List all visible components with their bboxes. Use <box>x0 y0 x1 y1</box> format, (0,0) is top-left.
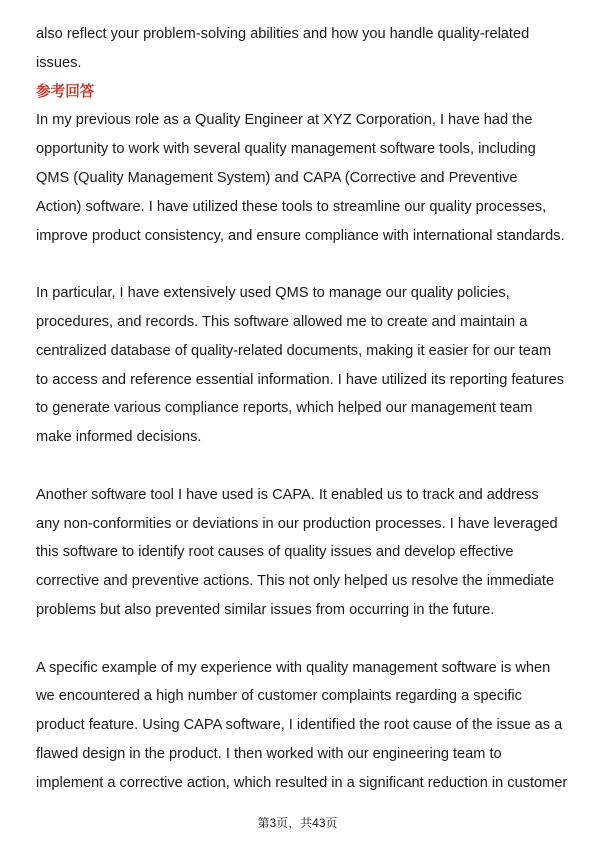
text-line: problems but also prevented similar issues from occurring in the future. <box>36 601 495 618</box>
paragraph-3 <box>36 481 563 625</box>
paragraph-gap <box>36 452 563 481</box>
paragraph-gap <box>36 250 563 279</box>
text-line: also reflect your problem-solving abilities and how you handle quality-related <box>36 26 530 42</box>
text-line: issues. <box>36 54 82 71</box>
text-line: opportunity to work with several quality management software tools, including <box>36 141 536 158</box>
text-line: A specific example of my experience with quality management software is when <box>36 659 551 676</box>
text-line: improve product consistency, and ensure compliance with international standards. <box>36 227 565 244</box>
paragraph-gap <box>36 625 563 654</box>
text-line: In particular, I have extensively used QMS to manage our quality policies, <box>36 285 510 302</box>
text-line: to access and reference essential information. I have utilized its reporting features <box>36 371 565 388</box>
text-line: any non-conformities or deviations in our production processes. I have leveraged <box>36 515 558 532</box>
text-line: Another software tool I have used is CAPA. It enabled us to track and address <box>36 486 539 503</box>
intro-text <box>36 20 563 78</box>
text-line: centralized database of quality-related documents, making it easier for our team <box>36 342 552 359</box>
text-line: flawed design in the product. I then worked with our engineering team to <box>36 745 502 762</box>
paragraph-2 <box>36 279 563 452</box>
text-line: product feature. Using CAPA software, I identified the root cause of the issue as a <box>36 717 563 734</box>
text-line: to generate various compliance reports, which helped our management team <box>36 400 533 417</box>
text-line: QMS (Quality Management System) and CAPA (Corrective and Preventive <box>36 169 518 186</box>
text-line: implement a corrective action, which resulted in a significant reduction in customer <box>36 774 568 791</box>
page-number-footer: 第3页，共43页 <box>257 816 338 830</box>
text-line: make informed decisions. <box>36 429 202 446</box>
text-line: corrective and preventive actions. This not only helped us resolve the immediate <box>36 573 555 590</box>
answer-heading: 参考回答 <box>36 83 95 100</box>
text-line: we encountered a high number of customer complaints regarding a specific <box>36 688 522 705</box>
paragraph-4 <box>36 654 568 798</box>
text-line: Action) software. I have utilized these tools to streamline our quality processes, <box>36 198 547 215</box>
paragraph-1 <box>36 106 563 250</box>
text-line: In my previous role as a Quality Engineer at XYZ Corporation, I have had the <box>36 112 533 129</box>
document-page <box>36 20 568 798</box>
text-line: this software to identify root causes of quality issues and develop effective <box>36 544 514 561</box>
text-line: procedures, and records. This software allowed me to create and maintain a <box>36 313 528 330</box>
